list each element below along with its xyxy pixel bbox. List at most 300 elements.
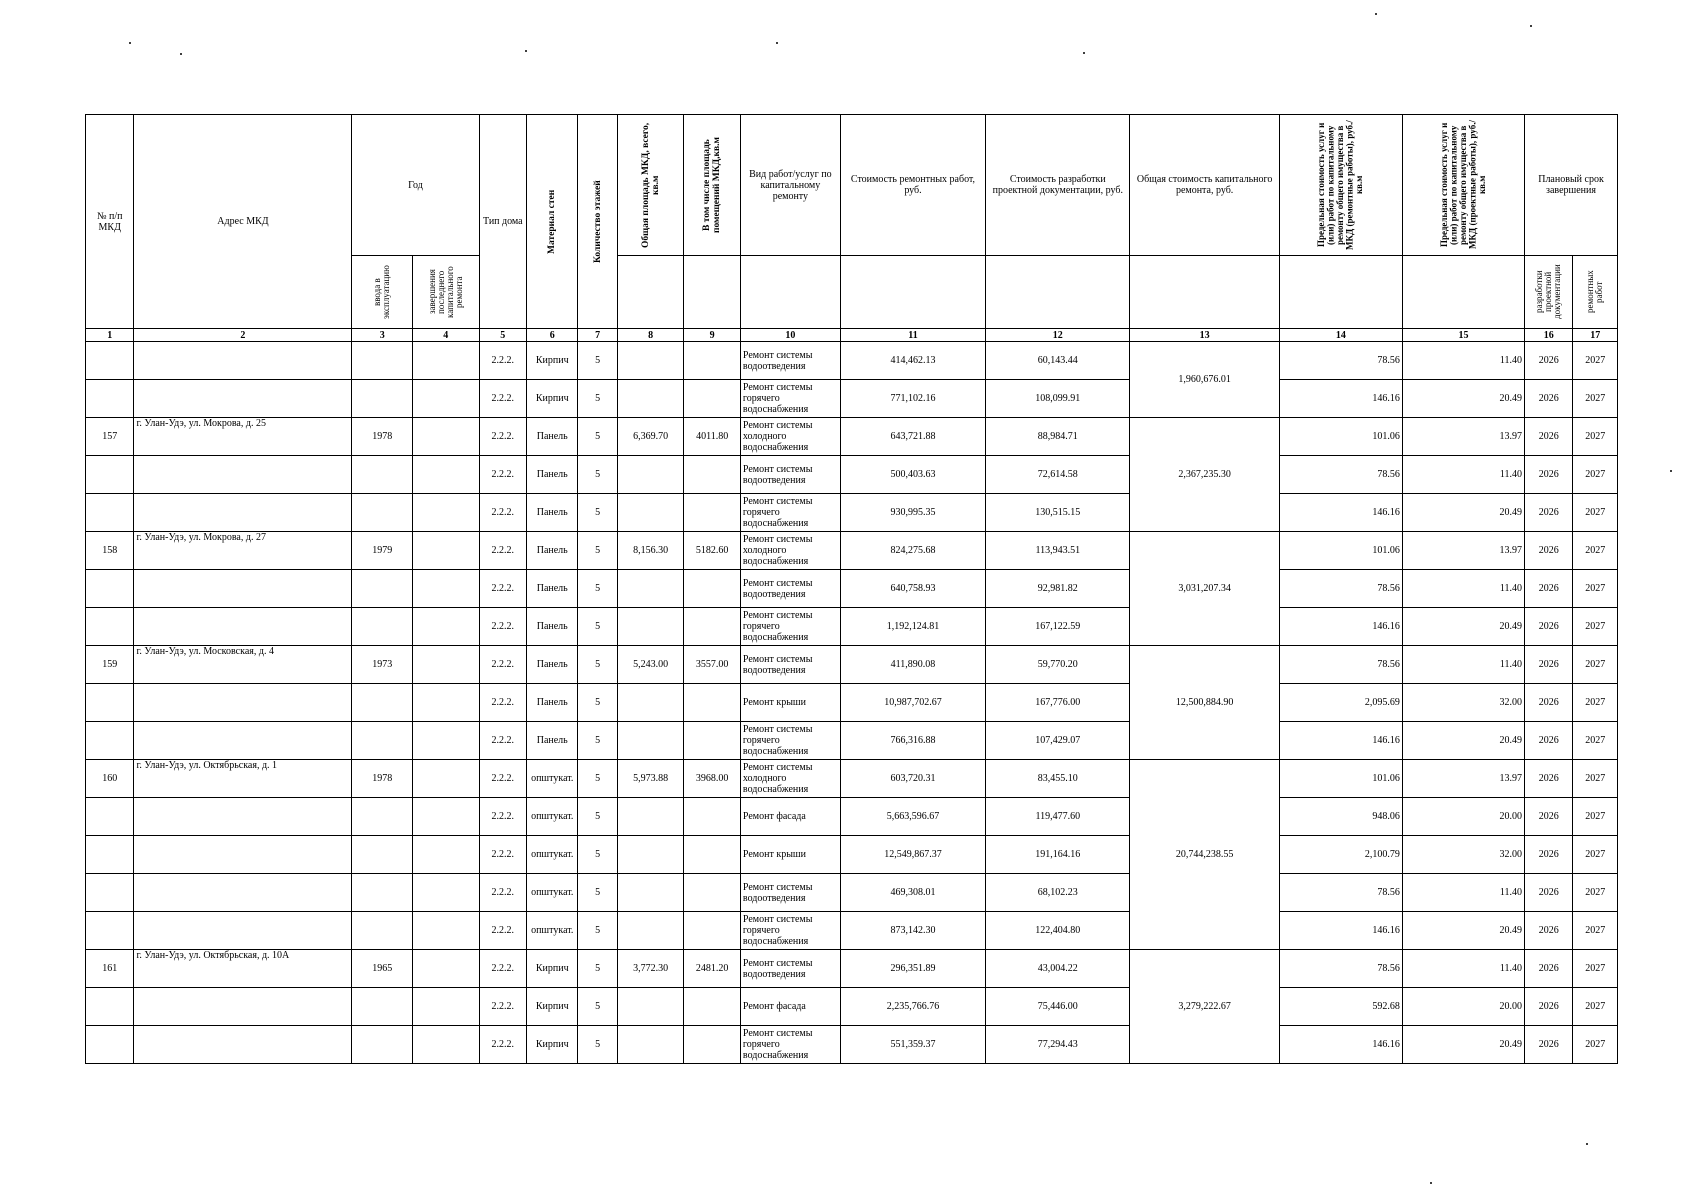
empty-cell xyxy=(86,874,134,912)
limit-repair-cost: 78.56 xyxy=(1279,342,1402,380)
empty-cell xyxy=(684,494,741,532)
repair-cost: 1,192,124.81 xyxy=(840,608,985,646)
repair-cost: 5,663,596.67 xyxy=(840,798,985,836)
repair-deadline: 2027 xyxy=(1573,608,1618,646)
header-premises-area: В том числе площадь помещений МКД,кв.м xyxy=(684,115,741,256)
work-type: Ремонт системы горячего водоснабжения xyxy=(740,494,840,532)
house-type: 2.2.2. xyxy=(479,494,526,532)
empty-cell xyxy=(134,494,352,532)
empty-cell xyxy=(617,494,684,532)
wall-material: општукат. xyxy=(527,760,578,798)
floors: 5 xyxy=(578,874,617,912)
header-blank-10 xyxy=(740,256,840,329)
table-row xyxy=(86,494,1618,532)
floors: 5 xyxy=(578,608,617,646)
empty-cell xyxy=(684,570,741,608)
limit-design-cost: 20.49 xyxy=(1402,380,1524,418)
empty-cell xyxy=(412,798,479,836)
house-type: 2.2.2. xyxy=(479,684,526,722)
table-row xyxy=(86,798,1618,836)
empty-cell xyxy=(134,874,352,912)
empty-cell xyxy=(412,1026,479,1064)
commissioning-year: 1979 xyxy=(352,532,413,570)
work-type: Ремонт системы водоотведения xyxy=(740,874,840,912)
header-floors: Количество этажей xyxy=(578,115,617,329)
floors: 5 xyxy=(578,342,617,380)
table-row xyxy=(86,608,1618,646)
design-deadline: 2026 xyxy=(1525,380,1573,418)
column-number: 14 xyxy=(1279,329,1402,342)
total-cost: 20,744,238.55 xyxy=(1130,760,1279,950)
limit-repair-cost: 146.16 xyxy=(1279,494,1402,532)
total-area: 5,973.88 xyxy=(617,760,684,798)
design-cost: 75,446.00 xyxy=(986,988,1130,1026)
scan-speck xyxy=(1375,13,1377,15)
floors: 5 xyxy=(578,1026,617,1064)
empty-cell xyxy=(412,912,479,950)
table-row xyxy=(86,912,1618,950)
empty-cell xyxy=(86,494,134,532)
limit-repair-cost: 2,095.69 xyxy=(1279,684,1402,722)
empty-cell xyxy=(412,684,479,722)
wall-material: Панель xyxy=(527,456,578,494)
premises-area: 3968.00 xyxy=(684,760,741,798)
column-number: 3 xyxy=(352,329,413,342)
floors: 5 xyxy=(578,836,617,874)
header-house-type: Тип дома xyxy=(479,115,526,329)
design-cost: 60,143.44 xyxy=(986,342,1130,380)
table-row xyxy=(86,456,1618,494)
empty-cell xyxy=(617,722,684,760)
column-number: 5 xyxy=(479,329,526,342)
empty-cell xyxy=(86,570,134,608)
empty-cell xyxy=(412,418,479,456)
empty-cell xyxy=(412,380,479,418)
empty-cell xyxy=(617,380,684,418)
limit-design-cost: 20.49 xyxy=(1402,494,1524,532)
limit-design-cost: 20.49 xyxy=(1402,722,1524,760)
scan-speck xyxy=(1430,1182,1432,1184)
design-deadline: 2026 xyxy=(1525,798,1573,836)
work-type: Ремонт системы горячего водоснабжения xyxy=(740,722,840,760)
empty-cell xyxy=(684,874,741,912)
empty-cell xyxy=(352,798,413,836)
empty-cell xyxy=(352,684,413,722)
house-type: 2.2.2. xyxy=(479,950,526,988)
empty-cell xyxy=(412,836,479,874)
total-area: 5,243.00 xyxy=(617,646,684,684)
repair-deadline: 2027 xyxy=(1573,532,1618,570)
work-type: Ремонт системы водоотведения xyxy=(740,342,840,380)
empty-cell xyxy=(352,570,413,608)
design-cost: 113,943.51 xyxy=(986,532,1130,570)
empty-cell xyxy=(134,798,352,836)
empty-cell xyxy=(412,722,479,760)
design-deadline: 2026 xyxy=(1525,722,1573,760)
work-type: Ремонт крыши xyxy=(740,836,840,874)
commissioning-year: 1978 xyxy=(352,760,413,798)
repair-deadline: 2027 xyxy=(1573,874,1618,912)
header-blank-14 xyxy=(1279,256,1402,329)
total-cost: 1,960,676.01 xyxy=(1130,342,1279,418)
empty-cell xyxy=(134,684,352,722)
empty-cell xyxy=(86,456,134,494)
header-wall-material: Материал стен xyxy=(527,115,578,329)
scan-speck xyxy=(1586,1143,1588,1145)
header-blank-8 xyxy=(617,256,684,329)
limit-repair-cost: 592.68 xyxy=(1279,988,1402,1026)
work-type: Ремонт системы холодного водоснабжения xyxy=(740,418,840,456)
work-type: Ремонт фасада xyxy=(740,988,840,1026)
floors: 5 xyxy=(578,798,617,836)
work-type: Ремонт системы холодного водоснабжения xyxy=(740,532,840,570)
mkd-address: г. Улан-Удэ, ул. Октябрьская, д. 1 xyxy=(134,760,352,798)
repair-deadline: 2027 xyxy=(1573,684,1618,722)
empty-cell xyxy=(86,836,134,874)
table-row xyxy=(86,380,1618,418)
table-row xyxy=(86,1026,1618,1064)
limit-design-cost: 20.49 xyxy=(1402,608,1524,646)
design-deadline: 2026 xyxy=(1525,532,1573,570)
empty-cell xyxy=(86,380,134,418)
empty-cell xyxy=(684,380,741,418)
header-work-type: Вид работ/услуг по капитальному ремонту xyxy=(740,115,840,256)
column-number: 16 xyxy=(1525,329,1573,342)
scan-speck xyxy=(1083,52,1085,54)
wall-material: Панель xyxy=(527,608,578,646)
design-deadline: 2026 xyxy=(1525,684,1573,722)
design-deadline: 2026 xyxy=(1525,874,1573,912)
empty-cell xyxy=(412,760,479,798)
repair-deadline: 2027 xyxy=(1573,494,1618,532)
premises-area: 5182.60 xyxy=(684,532,741,570)
repair-deadline: 2027 xyxy=(1573,380,1618,418)
empty-cell xyxy=(684,722,741,760)
column-number: 17 xyxy=(1573,329,1618,342)
empty-cell xyxy=(134,722,352,760)
table-row xyxy=(86,836,1618,874)
empty-cell xyxy=(352,874,413,912)
house-type: 2.2.2. xyxy=(479,874,526,912)
floors: 5 xyxy=(578,760,617,798)
scan-speck xyxy=(525,50,527,52)
column-number: 2 xyxy=(134,329,352,342)
empty-cell xyxy=(134,456,352,494)
column-number: 11 xyxy=(840,329,985,342)
repair-cost: 640,758.93 xyxy=(840,570,985,608)
work-type: Ремонт системы горячего водоснабжения xyxy=(740,380,840,418)
design-deadline: 2026 xyxy=(1525,1026,1573,1064)
repair-cost: 2,235,766.76 xyxy=(840,988,985,1026)
work-type: Ремонт системы водоотведения xyxy=(740,570,840,608)
commissioning-year: 1973 xyxy=(352,646,413,684)
work-type: Ремонт системы водоотведения xyxy=(740,456,840,494)
empty-cell xyxy=(86,684,134,722)
limit-repair-cost: 146.16 xyxy=(1279,722,1402,760)
empty-cell xyxy=(86,722,134,760)
limit-repair-cost: 101.06 xyxy=(1279,418,1402,456)
design-deadline: 2026 xyxy=(1525,950,1573,988)
limit-design-cost: 20.49 xyxy=(1402,912,1524,950)
design-cost: 119,477.60 xyxy=(986,798,1130,836)
design-cost: 108,099.91 xyxy=(986,380,1130,418)
table-row xyxy=(86,570,1618,608)
repair-cost: 469,308.01 xyxy=(840,874,985,912)
repair-cost: 12,549,867.37 xyxy=(840,836,985,874)
header-design-deadline: разработки проектной документации xyxy=(1525,256,1573,329)
floors: 5 xyxy=(578,684,617,722)
floors: 5 xyxy=(578,646,617,684)
empty-cell xyxy=(684,608,741,646)
empty-cell xyxy=(617,342,684,380)
wall-material: Панель xyxy=(527,494,578,532)
repair-deadline: 2027 xyxy=(1573,722,1618,760)
empty-cell xyxy=(412,456,479,494)
header-limit-repair: Предельная стоимость услуг и (или) работ по капитальному ремонту общего имущества в МКД (ремонтные работы), руб./кв.м xyxy=(1279,115,1402,256)
house-type: 2.2.2. xyxy=(479,646,526,684)
limit-repair-cost: 101.06 xyxy=(1279,760,1402,798)
wall-material: општукат. xyxy=(527,836,578,874)
design-deadline: 2026 xyxy=(1525,456,1573,494)
header-deadline-group: Плановый срок завершения xyxy=(1525,115,1618,256)
limit-repair-cost: 78.56 xyxy=(1279,456,1402,494)
header-blank-12 xyxy=(986,256,1130,329)
repair-cost: 824,275.68 xyxy=(840,532,985,570)
empty-cell xyxy=(352,722,413,760)
total-cost: 3,031,207.34 xyxy=(1130,532,1279,646)
scan-speck xyxy=(180,53,182,55)
design-cost: 43,004.22 xyxy=(986,950,1130,988)
column-number: 13 xyxy=(1130,329,1279,342)
mkd-number: 157 xyxy=(86,418,134,456)
header-address: Адрес МКД xyxy=(134,115,352,329)
empty-cell xyxy=(352,494,413,532)
work-type: Ремонт системы горячего водоснабжения xyxy=(740,1026,840,1064)
total-cost: 3,279,222.67 xyxy=(1130,950,1279,1064)
empty-cell xyxy=(617,912,684,950)
design-deadline: 2026 xyxy=(1525,646,1573,684)
empty-cell xyxy=(617,684,684,722)
repair-cost: 411,890.08 xyxy=(840,646,985,684)
empty-cell xyxy=(86,798,134,836)
table-body xyxy=(86,329,1618,1064)
mkd-number: 158 xyxy=(86,532,134,570)
house-type: 2.2.2. xyxy=(479,722,526,760)
design-deadline: 2026 xyxy=(1525,342,1573,380)
repair-deadline: 2027 xyxy=(1573,912,1618,950)
table-row xyxy=(86,684,1618,722)
house-type: 2.2.2. xyxy=(479,1026,526,1064)
empty-cell xyxy=(352,456,413,494)
limit-repair-cost: 146.16 xyxy=(1279,380,1402,418)
house-type: 2.2.2. xyxy=(479,570,526,608)
wall-material: Кирпич xyxy=(527,380,578,418)
limit-design-cost: 32.00 xyxy=(1402,684,1524,722)
design-cost: 191,164.16 xyxy=(986,836,1130,874)
limit-repair-cost: 2,100.79 xyxy=(1279,836,1402,874)
repair-deadline: 2027 xyxy=(1573,570,1618,608)
table-row xyxy=(86,988,1618,1026)
work-type: Ремонт системы водоотведения xyxy=(740,646,840,684)
premises-area: 4011.80 xyxy=(684,418,741,456)
design-cost: 83,455.10 xyxy=(986,760,1130,798)
scan-speck xyxy=(776,42,778,44)
design-deadline: 2026 xyxy=(1525,418,1573,456)
limit-design-cost: 32.00 xyxy=(1402,836,1524,874)
empty-cell xyxy=(412,532,479,570)
mkd-number: 159 xyxy=(86,646,134,684)
empty-cell xyxy=(352,836,413,874)
wall-material: Панель xyxy=(527,684,578,722)
repair-deadline: 2027 xyxy=(1573,342,1618,380)
wall-material: Панель xyxy=(527,646,578,684)
repair-deadline: 2027 xyxy=(1573,950,1618,988)
table-row xyxy=(86,722,1618,760)
repair-deadline: 2027 xyxy=(1573,836,1618,874)
work-type: Ремонт системы водоотведения xyxy=(740,950,840,988)
header-repair-cost: Стоимость ремонтных работ, руб. xyxy=(840,115,985,256)
header-commissioning-year: ввода в эксплуатацию xyxy=(352,256,413,329)
scan-speck xyxy=(129,42,131,44)
limit-repair-cost: 78.56 xyxy=(1279,570,1402,608)
design-cost: 72,614.58 xyxy=(986,456,1130,494)
empty-cell xyxy=(684,342,741,380)
floors: 5 xyxy=(578,950,617,988)
repair-cost: 771,102.16 xyxy=(840,380,985,418)
empty-cell xyxy=(684,912,741,950)
repair-cost: 766,316.88 xyxy=(840,722,985,760)
design-cost: 92,981.82 xyxy=(986,570,1130,608)
total-cost: 2,367,235.30 xyxy=(1130,418,1279,532)
floors: 5 xyxy=(578,456,617,494)
wall-material: општукат. xyxy=(527,912,578,950)
house-type: 2.2.2. xyxy=(479,798,526,836)
empty-cell xyxy=(684,836,741,874)
capital-repair-table xyxy=(85,114,1618,1064)
work-type: Ремонт системы холодного водоснабжения xyxy=(740,760,840,798)
limit-design-cost: 11.40 xyxy=(1402,646,1524,684)
floors: 5 xyxy=(578,380,617,418)
limit-design-cost: 11.40 xyxy=(1402,950,1524,988)
repair-cost: 500,403.63 xyxy=(840,456,985,494)
repair-cost: 603,720.31 xyxy=(840,760,985,798)
empty-cell xyxy=(352,342,413,380)
empty-cell xyxy=(412,494,479,532)
limit-design-cost: 13.97 xyxy=(1402,418,1524,456)
header-blank-13 xyxy=(1130,256,1279,329)
empty-cell xyxy=(352,380,413,418)
limit-repair-cost: 101.06 xyxy=(1279,532,1402,570)
wall-material: Кирпич xyxy=(527,342,578,380)
floors: 5 xyxy=(578,988,617,1026)
header-limit-design: Предельная стоимость услуг и (или) работ по капитальному ремонту общего имущества в МКД (проектные работы), руб./кв.м xyxy=(1402,115,1524,256)
house-type: 2.2.2. xyxy=(479,988,526,1026)
wall-material: Панель xyxy=(527,722,578,760)
header-blank-9 xyxy=(684,256,741,329)
house-type: 2.2.2. xyxy=(479,912,526,950)
repair-cost: 296,351.89 xyxy=(840,950,985,988)
empty-cell xyxy=(684,684,741,722)
premises-area: 2481.20 xyxy=(684,950,741,988)
table-row xyxy=(86,760,1618,798)
empty-cell xyxy=(134,912,352,950)
empty-cell xyxy=(352,1026,413,1064)
empty-cell xyxy=(86,1026,134,1064)
design-deadline: 2026 xyxy=(1525,988,1573,1026)
floors: 5 xyxy=(578,494,617,532)
empty-cell xyxy=(617,456,684,494)
repair-cost: 551,359.37 xyxy=(840,1026,985,1064)
wall-material: општукат. xyxy=(527,874,578,912)
empty-cell xyxy=(412,342,479,380)
limit-design-cost: 11.40 xyxy=(1402,342,1524,380)
header-total-area: Общая площадь МКД, всего, кв.м xyxy=(617,115,684,256)
header-blank-15 xyxy=(1402,256,1524,329)
empty-cell xyxy=(684,1026,741,1064)
total-area: 6,369.70 xyxy=(617,418,684,456)
empty-cell xyxy=(412,570,479,608)
empty-cell xyxy=(86,988,134,1026)
repair-deadline: 2027 xyxy=(1573,1026,1618,1064)
table-row xyxy=(86,874,1618,912)
limit-design-cost: 13.97 xyxy=(1402,532,1524,570)
empty-cell xyxy=(352,988,413,1026)
empty-cell xyxy=(86,608,134,646)
design-cost: 167,122.59 xyxy=(986,608,1130,646)
house-type: 2.2.2. xyxy=(479,380,526,418)
repair-deadline: 2027 xyxy=(1573,418,1618,456)
limit-design-cost: 11.40 xyxy=(1402,570,1524,608)
limit-design-cost: 13.97 xyxy=(1402,760,1524,798)
empty-cell xyxy=(352,608,413,646)
design-cost: 107,429.07 xyxy=(986,722,1130,760)
empty-cell xyxy=(617,798,684,836)
work-type: Ремонт системы горячего водоснабжения xyxy=(740,608,840,646)
limit-repair-cost: 146.16 xyxy=(1279,912,1402,950)
table-row xyxy=(86,950,1618,988)
empty-cell xyxy=(86,342,134,380)
repair-deadline: 2027 xyxy=(1573,646,1618,684)
repair-deadline: 2027 xyxy=(1573,456,1618,494)
commissioning-year: 1965 xyxy=(352,950,413,988)
column-number: 10 xyxy=(740,329,840,342)
design-cost: 77,294.43 xyxy=(986,1026,1130,1064)
limit-design-cost: 20.49 xyxy=(1402,1026,1524,1064)
empty-cell xyxy=(134,608,352,646)
design-deadline: 2026 xyxy=(1525,912,1573,950)
empty-cell xyxy=(617,988,684,1026)
header-total-cost: Общая стоимость капитального ремонта, руб. xyxy=(1130,115,1279,256)
house-type: 2.2.2. xyxy=(479,608,526,646)
empty-cell xyxy=(134,1026,352,1064)
empty-cell xyxy=(134,570,352,608)
limit-repair-cost: 146.16 xyxy=(1279,608,1402,646)
empty-cell xyxy=(684,988,741,1026)
empty-cell xyxy=(617,608,684,646)
design-cost: 88,984.71 xyxy=(986,418,1130,456)
house-type: 2.2.2. xyxy=(479,532,526,570)
limit-repair-cost: 78.56 xyxy=(1279,646,1402,684)
design-deadline: 2026 xyxy=(1525,570,1573,608)
empty-cell xyxy=(134,380,352,418)
total-cost: 12,500,884.90 xyxy=(1130,646,1279,760)
table-row xyxy=(86,418,1618,456)
limit-design-cost: 11.40 xyxy=(1402,456,1524,494)
empty-cell xyxy=(684,798,741,836)
wall-material: Кирпич xyxy=(527,988,578,1026)
house-type: 2.2.2. xyxy=(479,456,526,494)
empty-cell xyxy=(617,874,684,912)
